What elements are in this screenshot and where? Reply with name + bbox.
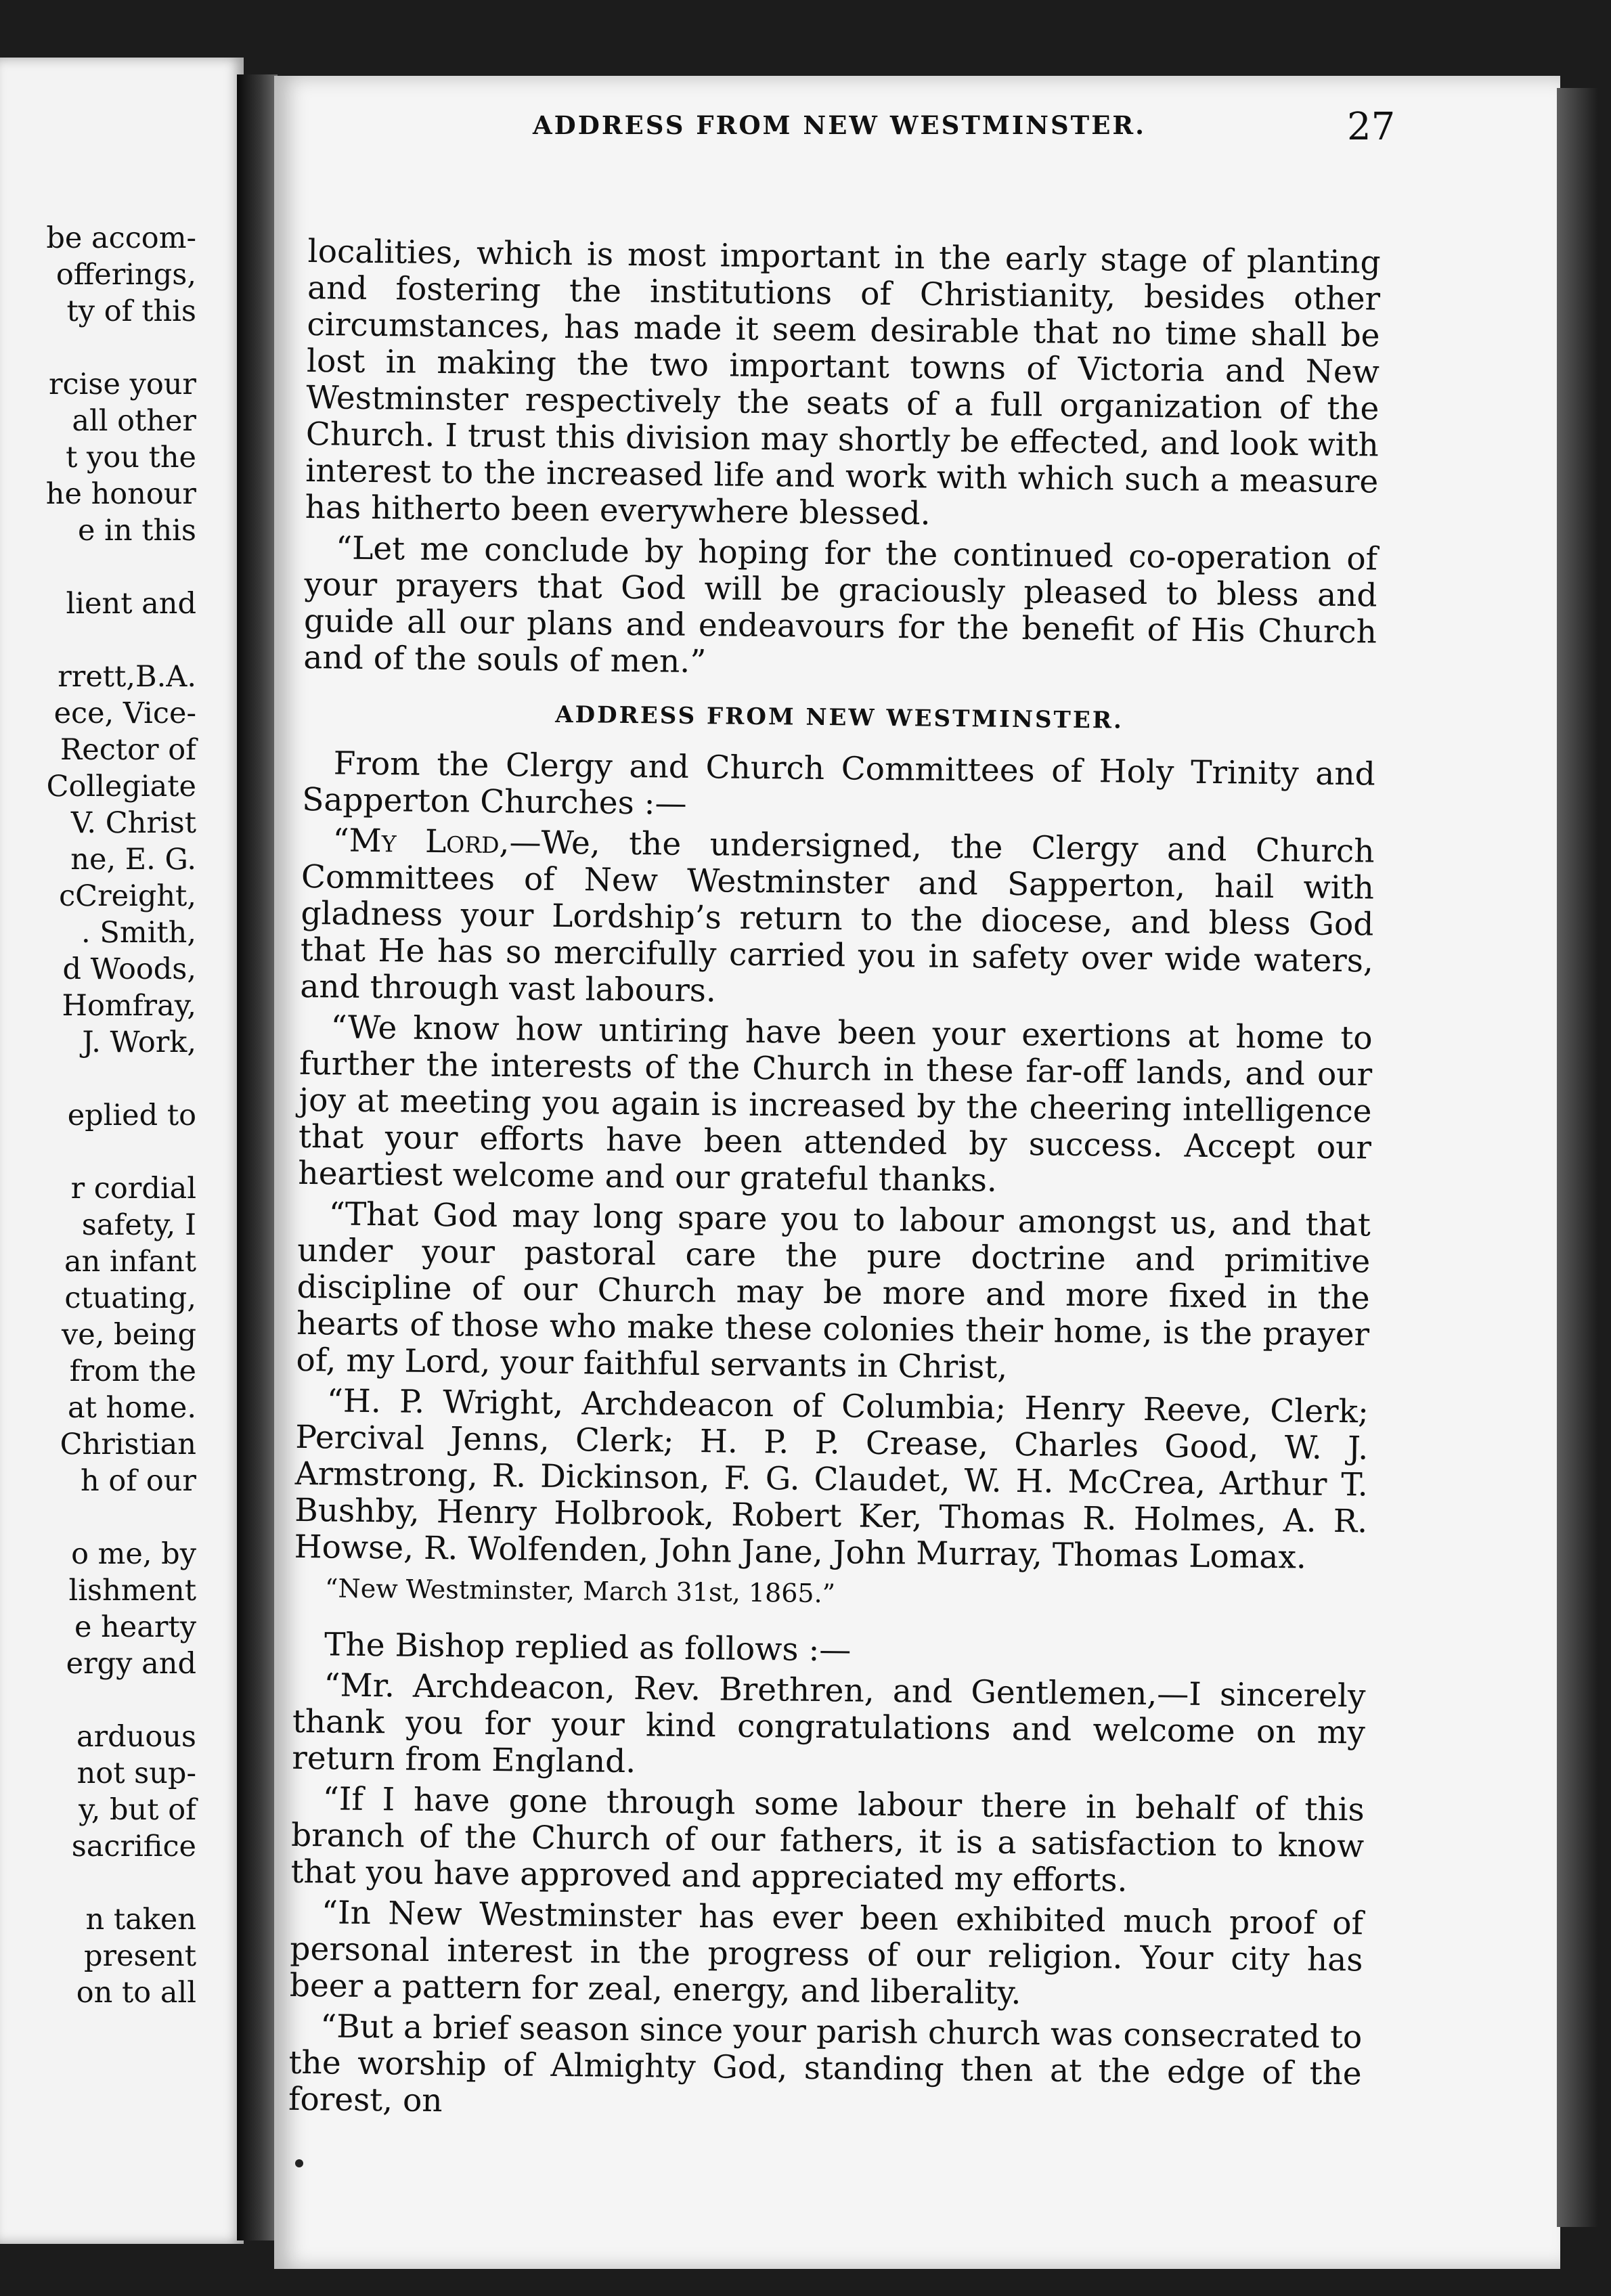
previous-page-line: Christian bbox=[60, 1428, 196, 1461]
paragraph: “In New Westminster has ever been exhibited much proof of personal interest in the progress of our religion. Your city has beer a pattern for zeal, energy, and liberality. bbox=[289, 1894, 1364, 2012]
paragraph: The Bishop replied as follows :— bbox=[324, 1626, 852, 1669]
previous-page-line: . Smith, bbox=[81, 916, 196, 950]
section-heading: ADDRESS FROM NEW WESTMINSTER. bbox=[555, 701, 1124, 734]
previous-page-line: J. Work, bbox=[82, 1025, 196, 1059]
previous-page-line: at home. bbox=[67, 1391, 196, 1425]
dateline: “New Westminster, March 31st, 1865.” bbox=[324, 1573, 836, 1609]
previous-page-line: safety, I bbox=[81, 1208, 196, 1242]
paragraph: “Mr. Archdeacon, Rev. Brethren, and Gentlemen,—I sincerely thank you for your kind congratulations and welcome on my return from England. bbox=[292, 1666, 1366, 1781]
previous-page-line: ctuating, bbox=[64, 1281, 196, 1315]
previous-page-line: lient and bbox=[66, 587, 196, 621]
previous-page-line: all other bbox=[72, 404, 196, 438]
previous-page-line: e hearty bbox=[74, 1610, 196, 1644]
paragraph: “But a brief season since your parish church was consecrated to the worship of Almighty God, standing then at the edge of the forest, on bbox=[288, 2008, 1363, 2120]
previous-page-line: offerings, bbox=[56, 258, 196, 292]
previous-page-line: d Woods, bbox=[62, 952, 196, 986]
previous-page-line: Homfray, bbox=[62, 989, 196, 1023]
previous-page-line: r cordial bbox=[70, 1172, 196, 1206]
previous-page-line: ece, Vice- bbox=[53, 697, 196, 730]
previous-page-line: V. Christ bbox=[70, 806, 196, 840]
page-edge bbox=[1557, 88, 1597, 2227]
previous-page-line: from the bbox=[69, 1354, 196, 1388]
previous-page bbox=[0, 58, 244, 2244]
paragraph: “Let me conclude by hoping for the continued co-operation of your prayers that God will be graciously pleased to bless and guide all our plans and endeavours for the benefit of His Church and of the souls of men.” bbox=[303, 529, 1378, 681]
previous-page-line: sacrifice bbox=[71, 1830, 196, 1863]
previous-page-line: lishment bbox=[68, 1574, 196, 1608]
previous-page-line: y, but of bbox=[79, 1793, 196, 1827]
previous-page-line: cCreight, bbox=[59, 879, 196, 913]
paragraph-text: —We, the undersigned, the Clergy and Church Committees of New Westminster and Sapperton, hail with gladness your Lordship’s return to the diocese, and bless God that He has so mercifully carried you in safety over wide waters, and through vast labours. bbox=[300, 824, 1375, 1010]
paragraph: From the Clergy and Church Committees of Holy Trinity and Sapperton Churches :— bbox=[301, 745, 1376, 822]
previous-page-line: ve, being bbox=[61, 1318, 196, 1352]
previous-page-line: o me, by bbox=[71, 1537, 196, 1571]
paragraph: “If I have gone through some labour there in behalf of this branch of the Church of our fathers, it is a satisfaction to know that you have approved and appreciated my efforts. bbox=[290, 1780, 1365, 1899]
previous-page-line: ne, E. G. bbox=[70, 843, 196, 877]
previous-page-line: be accom- bbox=[46, 221, 196, 255]
previous-page-line: an infant bbox=[64, 1245, 196, 1279]
page-body bbox=[288, 234, 1381, 2133]
previous-page-line: rrett,B.A. bbox=[58, 660, 196, 694]
previous-page-line: present bbox=[83, 1939, 196, 1973]
previous-page-line: Collegiate bbox=[46, 770, 196, 803]
page-number: 27 bbox=[1347, 105, 1396, 149]
previous-page-line: t you the bbox=[66, 441, 196, 474]
previous-page-line: ergy and bbox=[66, 1647, 196, 1681]
paragraph: “We know how untiring have been your exertions at home to further the interests of the Church in these far-off lands, and our joy at meeting you again is increased by the cheering intelligence that your efforts have been attended by success. Accept our heartiest welcome and our grateful thanks. bbox=[298, 1009, 1373, 1199]
previous-page-line: on to all bbox=[76, 1976, 196, 2010]
paragraph: localities, which is most important in the early stage of planting and fostering the institutions of Christianity, besides other circumstances, has made it seem desirable that no time shall be lost in making the two important towns of Victoria and New Westminster respectively the seats of a full organization of the Church. I trust this division may shortly be effected, and look with interest to the increased life and work with which such a measure has hitherto been everywhere blessed. bbox=[305, 233, 1381, 533]
paragraph bbox=[300, 822, 1375, 1017]
previous-page-line: arduous bbox=[76, 1720, 196, 1754]
signatories: “H. P. Wright, Archdeacon of Columbia; Henry Reeve, Clerk; Percival Jenns, Clerk; H. P. P. Crease, Charles Good, W. J. Armstrong, R. Dickinson, F. G. Claudet, W. H. McCrea, Arthur T. Bushby, Henry Holbrook, Robert Ker, Thomas R. Holmes, A. R. Howse, R. Wolfenden, John Jane, John Murray, Thomas Lomax. bbox=[294, 1382, 1369, 1576]
previous-page-line: n taken bbox=[85, 1903, 196, 1937]
ink-speck bbox=[295, 2159, 303, 2167]
previous-page-line: ty of this bbox=[66, 294, 196, 328]
previous-page-line: e in this bbox=[77, 514, 196, 548]
previous-page-line: Rector of bbox=[60, 733, 196, 767]
previous-page-line: rcise your bbox=[48, 368, 196, 401]
previous-page-line: not sup- bbox=[76, 1757, 196, 1790]
running-header: ADDRESS FROM NEW WESTMINSTER. bbox=[532, 110, 1147, 140]
previous-page-line: he honour bbox=[45, 477, 196, 511]
book-gutter bbox=[237, 74, 278, 2240]
previous-page-line: eplied to bbox=[67, 1099, 196, 1132]
salutation: “My Lord, bbox=[332, 822, 510, 862]
previous-page-line: h of our bbox=[81, 1464, 196, 1498]
paragraph: “That God may long spare you to labour amongst us, and that under your pastoral care the pure doctrine and primitive discipline of our Church may be more and more fixed in the hearts of those who make these colonies their home, is the prayer of, my Lord, your faithful servants in Christ, bbox=[296, 1195, 1371, 1386]
